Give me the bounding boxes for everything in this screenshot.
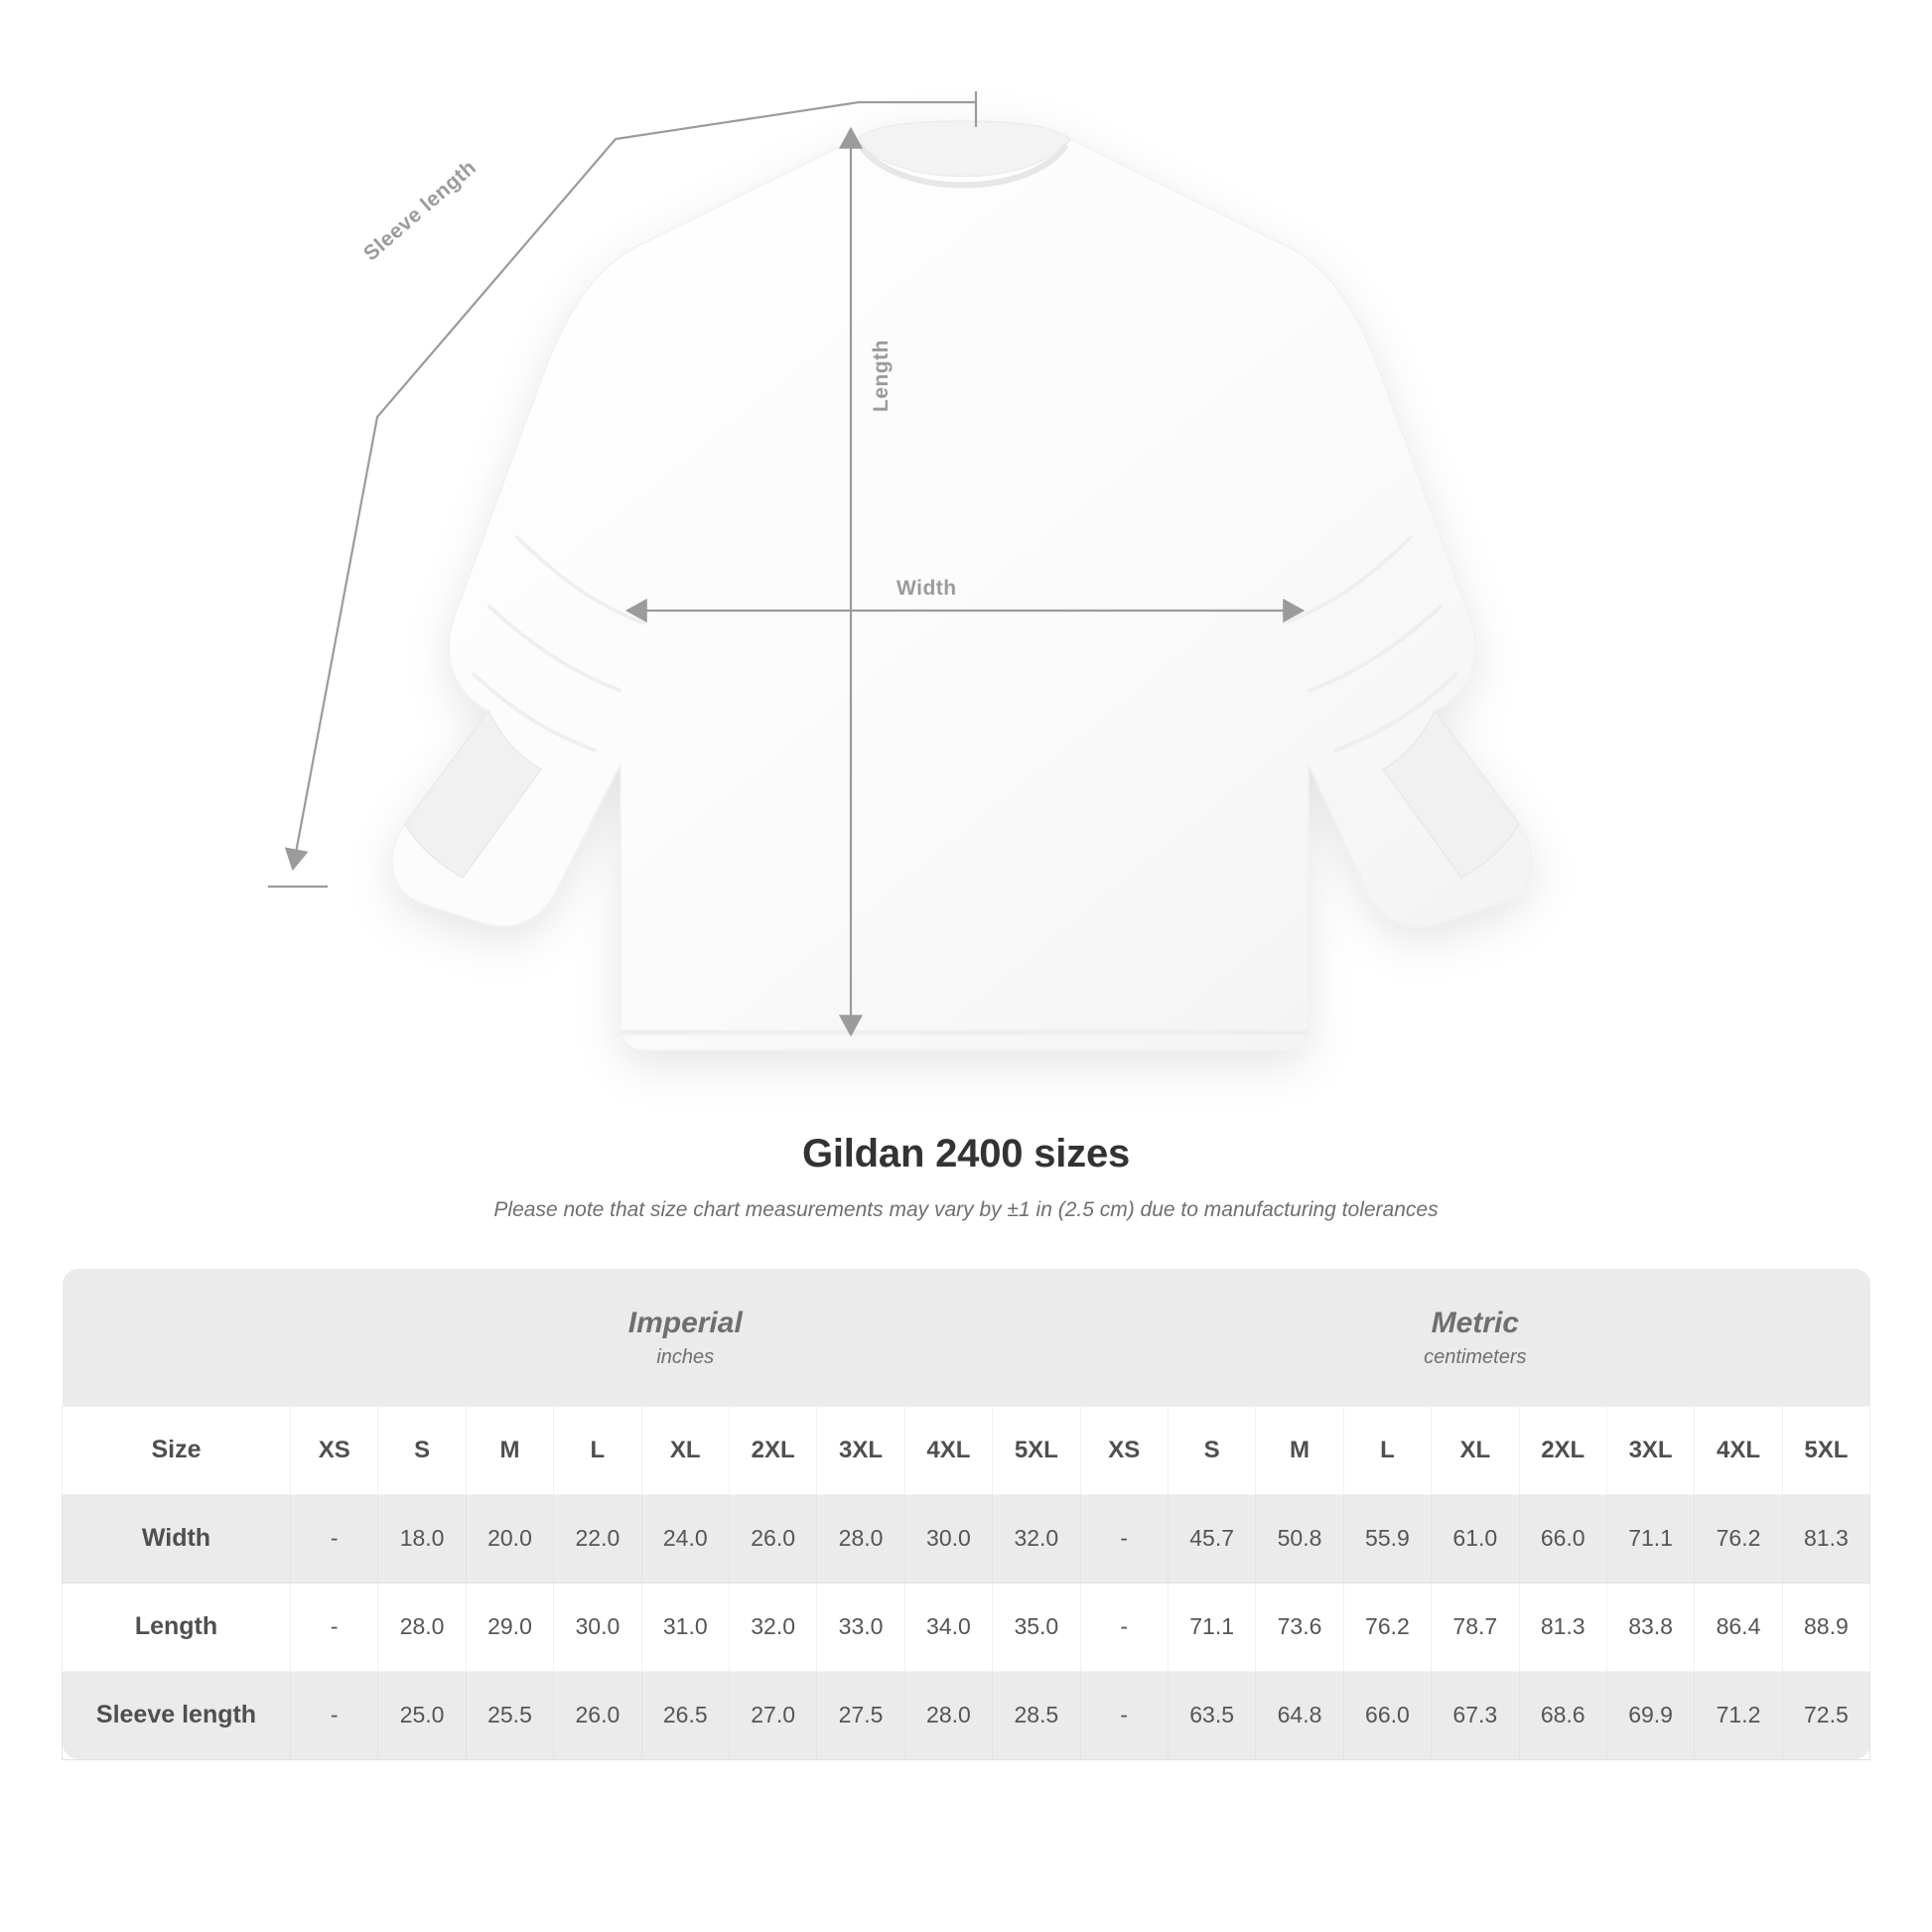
column-header-size-11: M [1256, 1406, 1343, 1494]
cell-width-4: 24.0 [641, 1494, 729, 1583]
cell-length-0: - [291, 1583, 378, 1671]
cell-width-7: 30.0 [904, 1494, 992, 1583]
column-header-size-9: XS [1080, 1406, 1168, 1494]
label-sleeve-length: Sleeve length [359, 155, 482, 266]
cell-sleeve-13: 67.3 [1432, 1671, 1519, 1759]
cell-width-8: 32.0 [993, 1494, 1080, 1583]
unit-group-metric-name: Metric [1431, 1307, 1519, 1339]
column-header-size-15: 3XL [1606, 1406, 1694, 1494]
column-header-size-0: XS [291, 1406, 378, 1494]
cell-length-8: 35.0 [993, 1583, 1080, 1671]
cell-length-12: 76.2 [1343, 1583, 1431, 1671]
shirt-shape [392, 121, 1532, 1050]
column-header-size-10: S [1168, 1406, 1255, 1494]
cell-sleeve-10: 63.5 [1168, 1671, 1255, 1759]
cell-sleeve-8: 28.5 [993, 1671, 1080, 1759]
page-title: Gildan 2400 sizes [801, 1132, 1131, 1175]
cell-width-0: - [291, 1494, 378, 1583]
cell-length-14: 81.3 [1519, 1583, 1606, 1671]
unit-group-metric-sub: centimeters [1424, 1345, 1527, 1368]
unit-group-row [63, 1269, 1870, 1406]
cell-length-10: 71.1 [1168, 1583, 1255, 1671]
cell-sleeve-2: 25.5 [466, 1671, 553, 1759]
column-header-size-3: L [554, 1406, 641, 1494]
table-row [63, 1671, 1870, 1759]
column-header-size-6: 3XL [817, 1406, 904, 1494]
cell-sleeve-11: 64.8 [1256, 1671, 1343, 1759]
cell-sleeve-12: 66.0 [1343, 1671, 1431, 1759]
cell-width-10: 45.7 [1168, 1494, 1255, 1583]
cell-width-17: 81.3 [1782, 1494, 1869, 1583]
column-header-size-1: S [378, 1406, 466, 1494]
cell-length-2: 29.0 [466, 1583, 553, 1671]
cell-length-5: 32.0 [729, 1583, 816, 1671]
cell-width-5: 26.0 [729, 1494, 816, 1583]
unit-group-imperial [291, 1269, 1081, 1406]
table-row [63, 1583, 1870, 1671]
cell-sleeve-0: - [291, 1671, 378, 1759]
column-header-size: Size [63, 1406, 291, 1494]
cell-sleeve-6: 27.5 [817, 1671, 904, 1759]
cell-width-2: 20.0 [466, 1494, 553, 1583]
cell-width-14: 66.0 [1519, 1494, 1606, 1583]
cell-length-15: 83.8 [1606, 1583, 1694, 1671]
size-chart-table-wrap [62, 1269, 1870, 1760]
cell-sleeve-7: 28.0 [904, 1671, 992, 1759]
table-row [63, 1494, 1870, 1583]
tolerance-note: Please note that size chart measurements may vary by ±1 in (2.5 cm) due to manufacturing tolerances [493, 1198, 1439, 1221]
cell-width-1: 18.0 [378, 1494, 466, 1583]
cell-length-13: 78.7 [1432, 1583, 1519, 1671]
cell-length-4: 31.0 [641, 1583, 729, 1671]
cell-sleeve-15: 69.9 [1606, 1671, 1694, 1759]
cell-width-9: - [1080, 1494, 1168, 1583]
column-header-size-5: 2XL [729, 1406, 816, 1494]
cell-length-3: 30.0 [554, 1583, 641, 1671]
label-length: Length [870, 340, 893, 412]
unit-group-metric [1080, 1269, 1870, 1406]
cell-sleeve-4: 26.5 [641, 1671, 729, 1759]
row-header-sleeve-length: Sleeve length [63, 1671, 291, 1759]
cell-sleeve-5: 27.0 [729, 1671, 816, 1759]
column-header-size-8: 5XL [993, 1406, 1080, 1494]
column-header-size-2: M [466, 1406, 553, 1494]
column-header-size-17: 5XL [1782, 1406, 1869, 1494]
column-header-size-16: 4XL [1695, 1406, 1782, 1494]
column-header-size-13: XL [1432, 1406, 1519, 1494]
label-width: Width [897, 577, 957, 600]
cell-sleeve-9: - [1080, 1671, 1168, 1759]
cell-width-12: 55.9 [1343, 1494, 1431, 1583]
column-header-size-4: XL [641, 1406, 729, 1494]
cell-width-3: 22.0 [554, 1494, 641, 1583]
row-header-width: Width [63, 1494, 291, 1583]
cell-length-16: 86.4 [1695, 1583, 1782, 1671]
cell-length-6: 33.0 [817, 1583, 904, 1671]
size-chart-table [62, 1269, 1870, 1760]
cell-sleeve-17: 72.5 [1782, 1671, 1869, 1759]
cell-length-11: 73.6 [1256, 1583, 1343, 1671]
title-block [0, 1132, 1932, 1222]
cell-width-13: 61.0 [1432, 1494, 1519, 1583]
row-header-length: Length [63, 1583, 291, 1671]
cell-width-15: 71.1 [1606, 1494, 1694, 1583]
cell-width-16: 76.2 [1695, 1494, 1782, 1583]
cell-length-17: 88.9 [1782, 1583, 1869, 1671]
unit-group-imperial-sub: inches [656, 1345, 715, 1368]
column-header-size-14: 2XL [1519, 1406, 1606, 1494]
column-header-size-12: L [1343, 1406, 1431, 1494]
cell-width-6: 28.0 [817, 1494, 904, 1583]
cell-length-9: - [1080, 1583, 1168, 1671]
cell-length-7: 34.0 [904, 1583, 992, 1671]
cell-length-1: 28.0 [378, 1583, 466, 1671]
cell-sleeve-16: 71.2 [1695, 1671, 1782, 1759]
table-header-row [63, 1406, 1870, 1494]
cell-width-11: 50.8 [1256, 1494, 1343, 1583]
unit-group-imperial-name: Imperial [627, 1307, 743, 1339]
column-header-size-7: 4XL [904, 1406, 992, 1494]
unit-corner-cell [63, 1269, 291, 1406]
cell-sleeve-14: 68.6 [1519, 1671, 1606, 1759]
cell-sleeve-1: 25.0 [378, 1671, 466, 1759]
cell-sleeve-3: 26.0 [554, 1671, 641, 1759]
